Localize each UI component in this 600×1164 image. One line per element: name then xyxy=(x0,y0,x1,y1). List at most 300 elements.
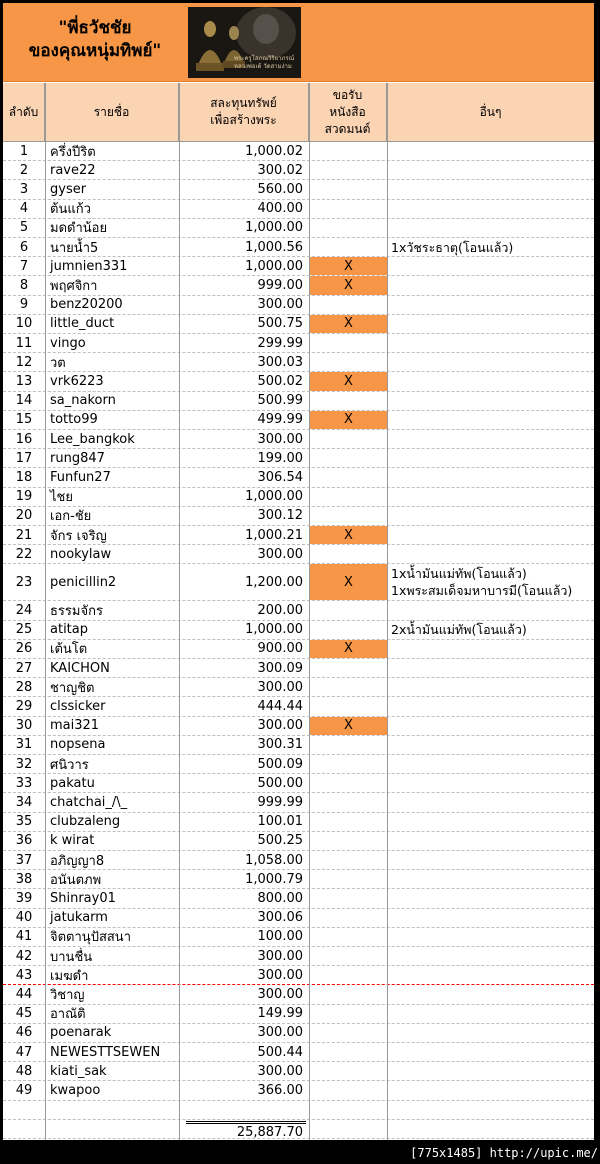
table-row xyxy=(3,488,594,507)
prayer-book-request xyxy=(309,219,387,237)
other-notes xyxy=(387,601,594,619)
prayer-book-request xyxy=(309,507,387,525)
table-row xyxy=(3,678,594,697)
donation-amount: 1,200.00 xyxy=(179,564,309,600)
banner-title xyxy=(7,17,183,63)
donation-amount: 1,000.00 xyxy=(179,219,309,237)
donation-amount: 199.00 xyxy=(179,449,309,467)
row-number: 26 xyxy=(15,641,33,657)
donation-amount: 300.00 xyxy=(179,296,309,314)
other-note-line: 2xน้ำมันแม่ทัพ(โอนแล้ว) xyxy=(391,622,527,638)
donation-amount: 500.09 xyxy=(179,755,309,773)
donor-name: อาณัติ xyxy=(45,1005,179,1023)
other-notes xyxy=(387,1024,594,1042)
table-row xyxy=(3,545,594,564)
prayer-book-request xyxy=(309,601,387,619)
table-row xyxy=(3,717,594,736)
other-notes xyxy=(387,180,594,198)
prayer-book-request: X xyxy=(309,411,387,429)
row-number: 17 xyxy=(15,450,33,466)
header-name: รายชื่อ xyxy=(45,83,179,141)
prayer-book-request: X xyxy=(309,526,387,544)
row-number: 8 xyxy=(19,277,29,293)
row-number: 35 xyxy=(15,814,33,830)
prayer-book-request xyxy=(309,909,387,927)
table-row xyxy=(3,1043,594,1062)
table-row xyxy=(3,219,594,238)
row-number: 21 xyxy=(15,527,33,543)
donation-amount: 500.75 xyxy=(179,315,309,333)
donation-amount: 300.02 xyxy=(179,161,309,179)
row-number: 42 xyxy=(15,948,33,964)
donor-name: Funfun27 xyxy=(45,468,179,486)
prayer-book-request xyxy=(309,392,387,410)
donor-name: atitap xyxy=(45,621,179,639)
donor-name: เต้นโต xyxy=(45,640,179,658)
donor-name: vingo xyxy=(45,334,179,352)
table-row xyxy=(3,161,594,180)
other-notes xyxy=(387,736,594,754)
prayer-book-request xyxy=(309,678,387,696)
table-row xyxy=(3,1062,594,1081)
donor-name: จักร เจริญ xyxy=(45,526,179,544)
other-notes xyxy=(387,200,594,218)
prayer-book-request xyxy=(309,334,387,352)
other-notes xyxy=(387,909,594,927)
other-notes xyxy=(387,774,594,792)
photo-caption: พระครูโสภณวิริยาภรณ์ หลวงพ่อเต้ วัดสามง่าม xyxy=(234,55,295,70)
row-number: 27 xyxy=(15,660,33,676)
donor-name: kwapoo xyxy=(45,1081,179,1099)
prayer-book-request xyxy=(309,621,387,639)
table-row xyxy=(3,507,594,526)
prayer-book-request xyxy=(309,736,387,754)
other-notes xyxy=(387,947,594,965)
table-row xyxy=(3,755,594,774)
other-notes xyxy=(387,507,594,525)
grid-line xyxy=(179,83,180,1140)
prayer-book-request xyxy=(309,1043,387,1061)
table-row xyxy=(3,1081,594,1100)
header-no: ลำดับ xyxy=(3,83,45,141)
table-row xyxy=(3,257,594,276)
table-row xyxy=(3,430,594,449)
row-number: 13 xyxy=(15,373,33,389)
donation-amount: 300.09 xyxy=(179,659,309,677)
donor-name: บานชื่น xyxy=(45,947,179,965)
row-number: 15 xyxy=(15,412,33,428)
donor-name: วต xyxy=(45,353,179,371)
row-number: 20 xyxy=(15,508,33,524)
table-row xyxy=(3,889,594,908)
row-number: 41 xyxy=(15,929,33,945)
donation-amount: 300.00 xyxy=(179,985,309,1003)
other-notes xyxy=(387,449,594,467)
donation-amount: 366.00 xyxy=(179,1081,309,1099)
other-notes xyxy=(387,755,594,773)
grid-line xyxy=(45,83,46,1140)
donation-amount: 999.99 xyxy=(179,793,309,811)
prayer-book-request xyxy=(309,659,387,677)
donor-name: mai321 xyxy=(45,717,179,735)
other-notes xyxy=(387,238,594,256)
prayer-book-request xyxy=(309,200,387,218)
donor-name: มดดำน้อย xyxy=(45,219,179,237)
other-notes xyxy=(387,851,594,869)
other-notes xyxy=(387,526,594,544)
other-notes xyxy=(387,717,594,735)
donor-name: nookylaw xyxy=(45,545,179,563)
donor-name: ธรรมจักร xyxy=(45,601,179,619)
other-notes xyxy=(387,985,594,1003)
prayer-book-request xyxy=(309,545,387,563)
donation-amount: 800.00 xyxy=(179,889,309,907)
donation-amount: 1,000.00 xyxy=(179,621,309,639)
prayer-book-request xyxy=(309,889,387,907)
table-row xyxy=(3,372,594,391)
prayer-book-request xyxy=(309,851,387,869)
donation-amount: 300.00 xyxy=(179,430,309,448)
table-row xyxy=(3,697,594,716)
other-notes xyxy=(387,659,594,677)
row-number: 19 xyxy=(15,489,33,505)
donation-amount: 100.01 xyxy=(179,813,309,831)
prayer-book-request xyxy=(309,832,387,850)
other-notes xyxy=(387,813,594,831)
donation-amount: 1,000.56 xyxy=(179,238,309,256)
donation-amount: 444.44 xyxy=(179,697,309,715)
row-number: 23 xyxy=(15,574,33,590)
banner-title-line-1: "พี่ธวัชชัย xyxy=(58,18,132,38)
donor-name: sa_nakorn xyxy=(45,392,179,410)
other-notes xyxy=(387,161,594,179)
table-row xyxy=(3,621,594,640)
donation-amount: 1,000.21 xyxy=(179,526,309,544)
donation-amount: 500.02 xyxy=(179,372,309,390)
grid-line xyxy=(309,83,310,1140)
donation-amount: 1,058.00 xyxy=(179,851,309,869)
donor-name: ศนิวาร xyxy=(45,755,179,773)
donation-amount: 300.00 xyxy=(179,545,309,563)
donation-amount: 299.99 xyxy=(179,334,309,352)
donor-name: พฤศจิกา xyxy=(45,276,179,294)
other-notes xyxy=(387,296,594,314)
prayer-book-request xyxy=(309,353,387,371)
prayer-book-request: X xyxy=(309,564,387,600)
prayer-book-request xyxy=(309,1062,387,1080)
table-row xyxy=(3,659,594,678)
donor-name: clssicker xyxy=(45,697,179,715)
prayer-book-request xyxy=(309,1005,387,1023)
table-header xyxy=(3,83,594,142)
prayer-book-request: X xyxy=(309,315,387,333)
row-number: 40 xyxy=(15,910,33,926)
other-notes xyxy=(387,219,594,237)
prayer-book-request xyxy=(309,142,387,160)
prayer-book-request xyxy=(309,161,387,179)
table-row xyxy=(3,1005,594,1024)
table-row xyxy=(3,564,594,601)
prayer-book-request: X xyxy=(309,372,387,390)
table-row xyxy=(3,870,594,889)
prayer-book-request xyxy=(309,793,387,811)
other-notes xyxy=(387,468,594,486)
prayer-book-request xyxy=(309,1081,387,1099)
donation-amount: 1,000.79 xyxy=(179,870,309,888)
donor-name: นายน้ำ5 xyxy=(45,238,179,256)
donor-name: rave22 xyxy=(45,161,179,179)
donation-amount: 1,000.00 xyxy=(179,257,309,275)
header-amount: สละทุนทรัพย์ เพื่อสร้างพระ xyxy=(179,83,309,141)
row-number: 47 xyxy=(15,1044,33,1060)
donor-name: ต้นแก้ว xyxy=(45,200,179,218)
prayer-book-request: X xyxy=(309,717,387,735)
row-number: 34 xyxy=(15,794,33,810)
row-number: 33 xyxy=(15,775,33,791)
donation-amount: 300.00 xyxy=(179,1062,309,1080)
prayer-book-request xyxy=(309,928,387,946)
prayer-book-request xyxy=(309,947,387,965)
donation-amount: 499.99 xyxy=(179,411,309,429)
table-row xyxy=(3,1024,594,1043)
donor-name: poenarak xyxy=(45,1024,179,1042)
other-notes xyxy=(387,889,594,907)
header-other: อื่นๆ xyxy=(479,104,502,119)
donor-name: rung847 xyxy=(45,449,179,467)
row-number: 45 xyxy=(15,1006,33,1022)
other-notes xyxy=(387,257,594,275)
header-book: ขอรับ หนังสือ สวดมนต์ xyxy=(309,83,387,141)
prayer-book-request xyxy=(309,449,387,467)
table-row xyxy=(3,966,594,985)
other-notes xyxy=(387,430,594,448)
other-note-line: 1xวัชระธาตุ(โอนแล้ว) xyxy=(391,239,514,255)
other-notes xyxy=(387,621,594,639)
prayer-book-request xyxy=(309,1024,387,1042)
other-notes xyxy=(387,870,594,888)
banner-title-line-2: ของคุณหนุ่มทิพย์" xyxy=(28,41,162,61)
table-row xyxy=(3,851,594,870)
table-row xyxy=(3,928,594,947)
prayer-book-request xyxy=(309,870,387,888)
row-number: 43 xyxy=(15,967,33,983)
other-notes xyxy=(387,564,594,600)
table-row xyxy=(3,909,594,928)
donation-amount: 1,000.00 xyxy=(179,488,309,506)
donor-name: KAICHON xyxy=(45,659,179,677)
donor-name: little_duct xyxy=(45,315,179,333)
other-notes xyxy=(387,832,594,850)
donor-name: jumnien331 xyxy=(45,257,179,275)
other-notes xyxy=(387,1081,594,1099)
donor-name: k wirat xyxy=(45,832,179,850)
prayer-book-request: X xyxy=(309,276,387,294)
prayer-book-request xyxy=(309,238,387,256)
row-number: 18 xyxy=(15,469,33,485)
other-notes xyxy=(387,1062,594,1080)
upic-watermark: [775x1485] http://upic.me/ xyxy=(410,1146,598,1160)
donor-name: vrk6223 xyxy=(45,372,179,390)
total-amount: 25,887.70 xyxy=(236,1124,303,1140)
table-row xyxy=(3,411,594,430)
row-number: 22 xyxy=(15,546,33,562)
prayer-book-request xyxy=(309,813,387,831)
table-row xyxy=(3,334,594,353)
donor-name: pakatu xyxy=(45,774,179,792)
donation-amount: 300.00 xyxy=(179,947,309,965)
row-number: 9 xyxy=(19,297,29,313)
donation-amount: 306.54 xyxy=(179,468,309,486)
other-notes xyxy=(387,1043,594,1061)
other-notes xyxy=(387,488,594,506)
row-number: 11 xyxy=(15,335,33,351)
prayer-book-request xyxy=(309,755,387,773)
row-number: 36 xyxy=(15,833,33,849)
row-number: 48 xyxy=(15,1063,33,1079)
donor-name: benz20200 xyxy=(45,296,179,314)
other-notes xyxy=(387,372,594,390)
grid-line xyxy=(387,83,388,1140)
donor-name: nopsena xyxy=(45,736,179,754)
table-row xyxy=(3,774,594,793)
table-row xyxy=(3,985,594,1004)
row-number: 24 xyxy=(15,602,33,618)
donor-name: Lee_bangkok xyxy=(45,430,179,448)
other-notes xyxy=(387,966,594,984)
table-row xyxy=(3,526,594,545)
row-number: 7 xyxy=(19,258,29,274)
table-row xyxy=(3,276,594,295)
title-banner xyxy=(3,3,594,82)
row-number: 16 xyxy=(15,431,33,447)
donor-name: jatukarm xyxy=(45,909,179,927)
row-number: 12 xyxy=(15,354,33,370)
donation-amount: 999.00 xyxy=(179,276,309,294)
row-number: 28 xyxy=(15,679,33,695)
donation-amount: 500.44 xyxy=(179,1043,309,1061)
prayer-book-request xyxy=(309,430,387,448)
other-notes xyxy=(387,1005,594,1023)
donation-amount: 560.00 xyxy=(179,180,309,198)
table-row xyxy=(3,315,594,334)
other-notes xyxy=(387,315,594,333)
donor-name: จิตตานุปัสสนา xyxy=(45,928,179,946)
donor-name: totto99 xyxy=(45,411,179,429)
donation-amount: 400.00 xyxy=(179,200,309,218)
donation-amount: 300.06 xyxy=(179,909,309,927)
donor-name: gyser xyxy=(45,180,179,198)
empty-row xyxy=(3,1101,594,1120)
donor-name: Shinray01 xyxy=(45,889,179,907)
row-number: 49 xyxy=(15,1082,33,1098)
row-number: 25 xyxy=(15,622,33,638)
row-number: 37 xyxy=(15,852,33,868)
row-number: 30 xyxy=(15,718,33,734)
spreadsheet xyxy=(3,3,594,1140)
prayer-book-request xyxy=(309,180,387,198)
other-notes xyxy=(387,697,594,715)
other-notes xyxy=(387,142,594,160)
prayer-book-request: X xyxy=(309,257,387,275)
prayer-book-request xyxy=(309,966,387,984)
other-notes xyxy=(387,334,594,352)
row-number: 46 xyxy=(15,1025,33,1041)
row-number: 4 xyxy=(19,201,29,217)
donor-name: chatchai_/\_ xyxy=(45,793,179,811)
donation-amount: 500.00 xyxy=(179,774,309,792)
table-row xyxy=(3,180,594,199)
other-notes xyxy=(387,678,594,696)
donation-amount: 300.31 xyxy=(179,736,309,754)
donation-amount: 300.00 xyxy=(179,966,309,984)
other-notes xyxy=(387,928,594,946)
donor-name: ชาญชิต xyxy=(45,678,179,696)
donor-name: ไชย xyxy=(45,488,179,506)
table-row xyxy=(3,640,594,659)
donation-amount: 300.00 xyxy=(179,1024,309,1042)
row-number: 44 xyxy=(15,986,33,1002)
other-notes xyxy=(387,411,594,429)
other-notes xyxy=(387,545,594,563)
other-notes xyxy=(387,640,594,658)
table-row xyxy=(3,601,594,620)
donation-amount: 149.99 xyxy=(179,1005,309,1023)
donor-name: NEWESTTSEWEN xyxy=(45,1043,179,1061)
table-row xyxy=(3,296,594,315)
donation-amount: 500.99 xyxy=(179,392,309,410)
table-row xyxy=(3,392,594,411)
prayer-book-request xyxy=(309,468,387,486)
prayer-book-request xyxy=(309,774,387,792)
other-notes xyxy=(387,353,594,371)
other-note-line: 1xน้ำมันแม่ทัพ(โอนแล้ว) xyxy=(391,566,527,582)
prayer-book-request xyxy=(309,488,387,506)
prayer-book-request xyxy=(309,985,387,1003)
table-row xyxy=(3,793,594,812)
table-row xyxy=(3,238,594,257)
donor-name: วิชาญ xyxy=(45,985,179,1003)
donor-name: kiati_sak xyxy=(45,1062,179,1080)
row-number: 6 xyxy=(19,239,29,255)
buddha-amulet-photo xyxy=(188,7,301,78)
prayer-book-request xyxy=(309,697,387,715)
prayer-book-request xyxy=(309,296,387,314)
table-row xyxy=(3,200,594,219)
table-row xyxy=(3,813,594,832)
table-row xyxy=(3,832,594,851)
other-notes xyxy=(387,276,594,294)
row-number: 10 xyxy=(15,316,33,332)
donation-amount: 300.03 xyxy=(179,353,309,371)
row-number: 29 xyxy=(15,698,33,714)
donor-name: ครึ่งปีริต xyxy=(45,142,179,160)
donation-amount: 900.00 xyxy=(179,640,309,658)
row-number: 1 xyxy=(19,143,29,159)
donor-name: อภิญญา8 xyxy=(45,851,179,869)
row-number: 31 xyxy=(15,737,33,753)
table-row xyxy=(3,468,594,487)
row-number: 5 xyxy=(19,220,29,236)
donor-name: เมฆดำ xyxy=(45,966,179,984)
other-notes xyxy=(387,392,594,410)
row-number: 32 xyxy=(15,756,33,772)
donor-name: penicillin2 xyxy=(45,564,179,600)
row-number: 14 xyxy=(15,393,33,409)
table-row xyxy=(3,947,594,966)
row-number: 39 xyxy=(15,890,33,906)
row-number: 2 xyxy=(19,162,29,178)
donation-amount: 100.00 xyxy=(179,928,309,946)
